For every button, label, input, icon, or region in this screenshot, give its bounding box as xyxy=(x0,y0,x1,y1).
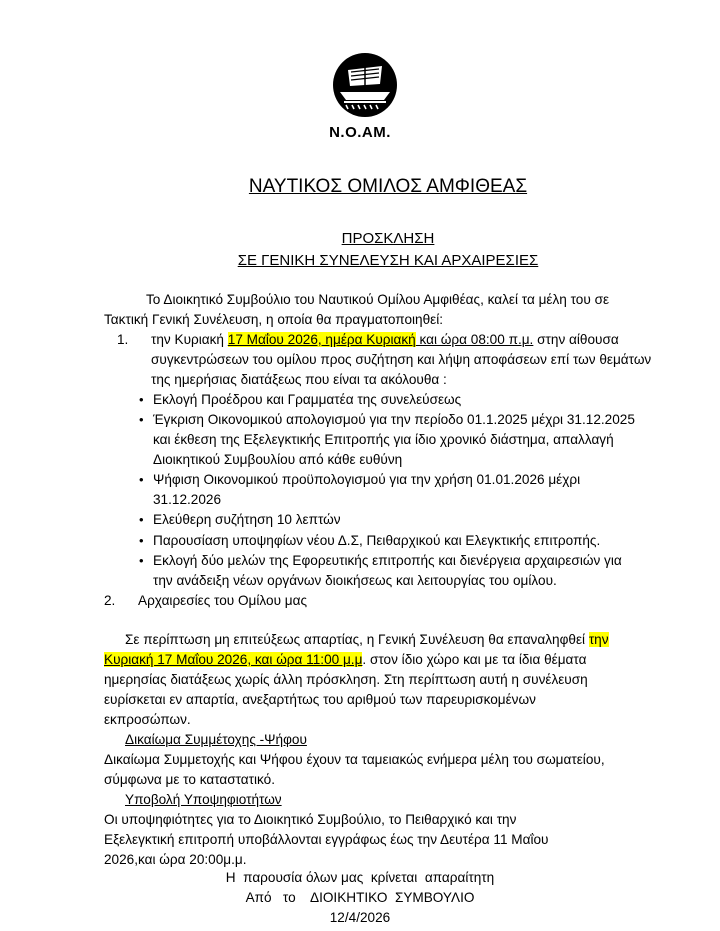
quorum-highlight: την xyxy=(588,632,609,647)
item1-time: και ώρα 08:00 π.μ. xyxy=(415,332,534,347)
item1-pre: την Κυριακή xyxy=(151,332,228,347)
ship-logo-icon xyxy=(332,52,398,118)
rights-line: σύμφωνα με το καταστατικό. xyxy=(104,772,276,787)
item1-date-highlight: 17 Μαΐου 2026, ημέρα Κυριακή xyxy=(227,332,416,347)
bullet-icon: • xyxy=(139,512,144,527)
quorum-line xyxy=(104,650,586,670)
agenda-item: Παρουσίαση υποψηφίων νέου Δ.Σ, Πειθαρχικού και Ελεγκτικής επιτροπής. xyxy=(153,533,601,548)
candidacy-line: Οι υποψηφιότητες για το Διοικητικό Συμβούλιο, το Πειθαρχικό και την xyxy=(104,812,517,827)
candidacy-line: 2026,και ώρα 20:00μ.μ. xyxy=(104,852,247,867)
quorum-pre: Σε περίπτωση μη επιτεύξεως απαρτίας, η Γενική Συνέλευση θα επαναληφθεί xyxy=(125,632,589,647)
intro-line: Το Διοικητικό Συμβούλιο του Ναυτικού Ομίλου Αμφιθέας, καλεί τα μέλη του σε xyxy=(146,292,610,307)
item1-line: της ημερήσιας διατάξεως που είναι τα ακόλουθα : xyxy=(151,372,447,387)
intro-line: Τακτική Γενική Συνέλευση, η οποία θα πραγματοποιηθεί: xyxy=(104,312,444,327)
agenda-item: Εκλογή δύο μελών της Εφορευτικής επιτροπής και διενέργεια αρχαιρεσιών για xyxy=(153,553,622,568)
invitation-subtitle: ΣΕ ΓΕΝΙΚΗ ΣΥΝΕΛΕΥΣΗ ΚΑΙ ΑΡΧΑΙΡΕΣΙΕΣ xyxy=(237,252,539,269)
rights-heading: Δικαίωμα Συμμέτοχης -Ψήφου xyxy=(125,732,307,747)
invitation-title: ΠΡΟΣΚΛΗΣΗ xyxy=(341,230,435,247)
agenda-item: Εκλογή Προέδρου και Γραμματέα της συνελεύσεως xyxy=(153,392,462,407)
bullet-icon: • xyxy=(139,472,144,487)
quorum-line: εκπροσώπων. xyxy=(104,712,191,727)
item-number: 2. xyxy=(104,593,116,608)
item1-line xyxy=(151,330,619,350)
quorum-rest: . στον ίδιο χώρο και με τα ίδια θέματα xyxy=(362,652,587,667)
quorum-date-highlight: Κυριακή 17 Μαΐου 2026, και ώρα 11:00 μ.μ xyxy=(104,652,363,667)
bullet-icon: • xyxy=(139,553,144,568)
org-abbreviation: Ν.Ο.ΑΜ. xyxy=(329,124,391,141)
agenda-item: Ελεύθερη συζήτηση 10 λεπτών xyxy=(153,512,341,527)
quorum-line: ημερησίας διατάξεως χωρίς άλλη πρόσκληση. Στη περίπτωση αυτή η συνέλευση xyxy=(104,672,588,687)
agenda-item: Ψήφιση Οικονομικού προϋπολογισμού για την χρήση 01.01.2026 μέχρι xyxy=(153,472,581,487)
rights-line: Δικαίωμα Συμμετοχής και Ψήφου έχουν τα ταμειακώς ενήμερα μέλη του σωματείου, xyxy=(104,752,605,767)
closing-line: Η παρουσία όλων μας κρίνεται απαραίτητη xyxy=(225,870,495,885)
quorum-line xyxy=(125,630,609,650)
closing-signature: Από το ΔΙΟΙΚΗΤΙΚΟ ΣΥΜΒΟΥΛΙΟ xyxy=(245,890,475,905)
item1-line: συγκεντρώσεων του ομίλου προς συζήτηση και λήψη αποφάσεων επί των θεμάτων xyxy=(151,352,652,367)
agenda-item: Έγκριση Οικονομικού απολογισμού για την περίοδο 01.1.2025 μέχρι 31.12.2025 xyxy=(153,412,635,427)
closing-date: 12/4/2026 xyxy=(329,910,391,925)
club-title: ΝΑΥΤΙΚΟΣ ΟΜΙΛΟΣ ΑΜΦΙΘΕΑΣ xyxy=(248,176,528,197)
quorum-line: ευρίσκεται εν απαρτία, ανεξαρτήτως του αριθμού των παρευρισκομένων xyxy=(104,692,536,707)
bullet-icon: • xyxy=(139,533,144,548)
agenda-item-cont: Διοικητικού Συμβουλίου από κάθε ευθύνη xyxy=(153,452,403,467)
item2-text: Αρχαιρεσίες του Ομίλου μας xyxy=(138,593,308,608)
item-number: 1. xyxy=(117,332,129,347)
item1-rest: στην αίθουσα xyxy=(533,332,619,347)
candidacy-line: Εξελεγκτική επιτροπή υποβάλλονται εγγράφως έως την Δευτέρα 11 Μαΐου xyxy=(104,832,549,847)
candidacy-heading: Υποβολή Υποψηφιοτήτων xyxy=(125,792,282,807)
bullet-icon: • xyxy=(139,392,144,407)
bullet-icon: • xyxy=(139,412,144,427)
agenda-item-cont: και έκθεση της Εξελεγκτικής Επιτροπής για ίδιο χρονικό διάστημα, απαλλαγή xyxy=(153,432,614,447)
agenda-item-cont: την ανάδειξη νέων οργάνων διοικήσεως και λειτουργίας του ομίλου. xyxy=(153,573,557,588)
agenda-item-cont: 31.12.2026 xyxy=(153,492,222,507)
